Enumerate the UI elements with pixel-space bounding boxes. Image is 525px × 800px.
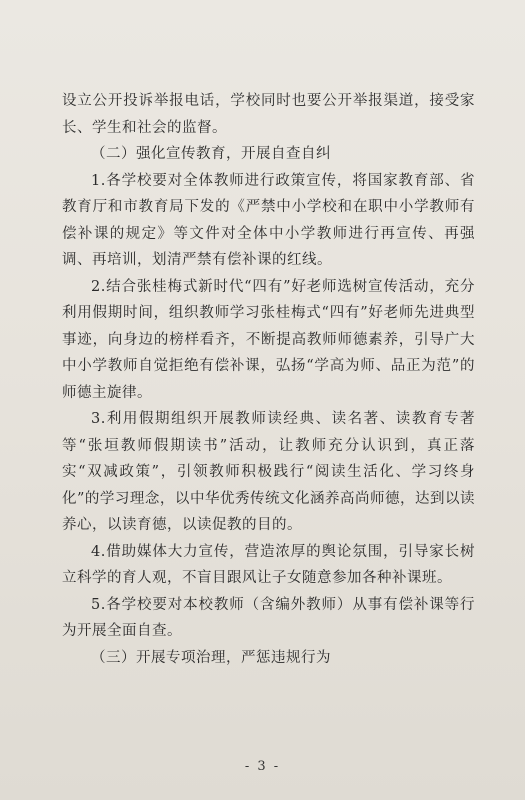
paragraph-item-2: 2.结合张桂梅式新时代“四有”好老师选树宣传活动，充分利用假期时间，组织教师学习张桂梅式“四有”好老师先进典型事迹，向身边的榜样看齐，不断提高教师师德素养，引导广大中小学教师自觉拒绝有偿补课，弘扬“学高为师、品正为范”的师德主旋律。 [62, 278, 475, 401]
section-heading-2: （二）强化宣传教育，开展自查自纠 [91, 146, 331, 162]
section-heading-3: （三）开展专项治理，严惩违规行为 [91, 649, 331, 666]
paragraph-item-3: 3.利用假期组织开展教师读经典、读名著、读教育专著等“张垣教师假期读书”活动，让教师充分认识到，真正落实“双减政策”，引领教师积极践行“阅读生活化、学习终身化”的学习理念，以中华优秀传统文化涵养高尚师德，达到以读养心，以读育德，以读促教的目的。 [62, 411, 475, 533]
paragraph-item-4: 4.借助媒体大力宣传，营造浓厚的舆论氛围，引导家长树立科学的育人观，不盲目跟风让子女随意参加各种补课班。 [62, 543, 475, 586]
paragraph-item-5: 5.各学校要对本校教师（含编外教师）从事有偿补课等行为开展全面自查。 [62, 596, 475, 639]
page-number: - 3 - [244, 759, 281, 774]
paragraph-item-1: 1.各学校要对全体教师进行政策宣传，将国家教育部、省教育厅和市教育局下发的《严禁中小学校和在职中小学教师有偿补课的规定》等文件对全体中小学教师进行再宣传、再强调、再培训，划清严禁有偿补课的红线。 [62, 172, 475, 268]
paragraph-continuation: 设立公开投诉举报电话，学校同时也要公开举报渠道，接受家长、学生和社会的监督。 [62, 93, 475, 136]
